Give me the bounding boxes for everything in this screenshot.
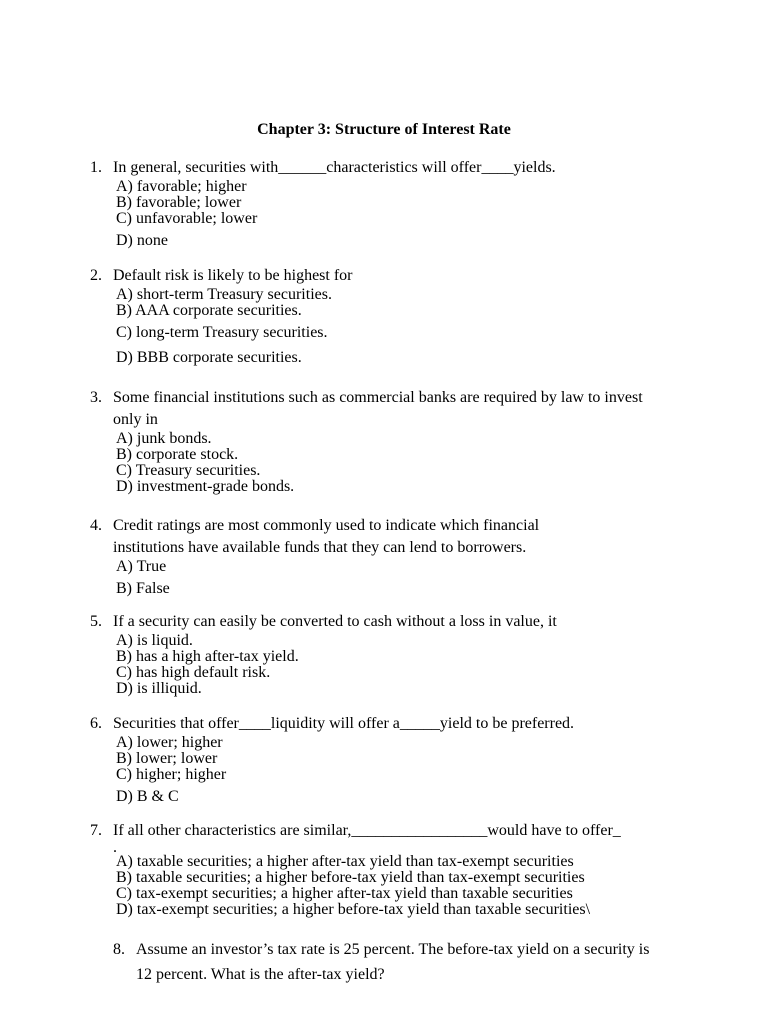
option-a: A) favorable; higher — [116, 178, 247, 195]
option-b: B) AAA corporate securities. — [116, 302, 302, 319]
option-a: A) taxable securities; a higher after-tax yield than tax-exempt securities — [116, 853, 574, 870]
question-stem: Some financial institutions such as commercial banks are required by law to invest only in — [113, 389, 643, 428]
option-c: C) unfavorable; lower — [116, 210, 258, 227]
option-b: B) False — [116, 580, 170, 597]
question-stem: If all other characteristics are similar,_________________would have to offer_ — [113, 822, 621, 839]
option-d: D) B & C — [116, 788, 179, 805]
question-number: 8. — [113, 941, 125, 958]
option-c: C) higher; higher — [116, 766, 227, 783]
question-stem: Default risk is likely to be highest for — [113, 267, 353, 284]
question-8 — [113, 937, 713, 987]
question-4 — [90, 515, 690, 597]
option-d: D) BBB corporate securities. — [116, 349, 302, 366]
page-title: Chapter 3: Structure of Interest Rate — [257, 121, 511, 138]
option-c: C) Treasury securities. — [116, 462, 261, 479]
option-d: D) tax-exempt securities; a higher before-tax yield than taxable securities\ — [116, 901, 591, 918]
option-a: A) short-term Treasury securities. — [116, 286, 332, 303]
option-a: A) junk bonds. — [116, 430, 212, 447]
option-a: A) is liquid. — [116, 632, 193, 649]
question-number: 6. — [90, 715, 102, 732]
question-number: 4. — [90, 517, 102, 534]
question-stem: Securities that offer____liquidity will offer a_____yield to be preferred. — [113, 715, 575, 732]
question-number: 5. — [90, 613, 102, 630]
question-number: 1. — [90, 159, 102, 176]
question-stem: If a security can easily be converted to cash without a loss in value, it — [113, 613, 557, 630]
question-7 — [90, 820, 690, 918]
question-stem: Credit ratings are most commonly used to indicate which financial institutions have available funds that they can lend to borrowers. — [113, 517, 540, 556]
question-3 — [90, 387, 690, 495]
option-d: D) investment-grade bonds. — [116, 478, 295, 495]
option-a: A) lower; higher — [116, 734, 223, 751]
option-d: D) none — [116, 232, 168, 249]
option-b: B) favorable; lower — [116, 194, 242, 211]
option-c: C) tax-exempt securities; a higher after-tax yield than taxable securities — [116, 885, 573, 902]
option-c: C) has high default risk. — [116, 664, 271, 681]
option-d: D) is illiquid. — [116, 680, 202, 697]
question-number: 7. — [90, 822, 102, 839]
option-b: B) lower; lower — [116, 750, 218, 767]
option-b: B) taxable securities; a higher before-tax yield than tax-exempt securities — [116, 869, 585, 886]
question-stem-continuation: . — [113, 839, 117, 856]
option-b: B) corporate stock. — [116, 446, 239, 463]
question-stem: Assume an investor’s tax rate is 25 percent. The before-tax yield on a security is 12 percent. What is the after-tax yield? — [136, 941, 650, 983]
question-stem: In general, securities with______characteristics will offer____yields. — [113, 159, 556, 176]
option-a: A) True — [116, 558, 167, 575]
question-number: 3. — [90, 389, 102, 406]
question-2 — [90, 265, 690, 366]
question-number: 2. — [90, 267, 102, 284]
option-b: B) has a high after-tax yield. — [116, 648, 299, 665]
option-c: C) long-term Treasury securities. — [116, 324, 328, 341]
question-6 — [90, 713, 690, 805]
question-1 — [90, 157, 690, 249]
question-5 — [90, 611, 690, 697]
